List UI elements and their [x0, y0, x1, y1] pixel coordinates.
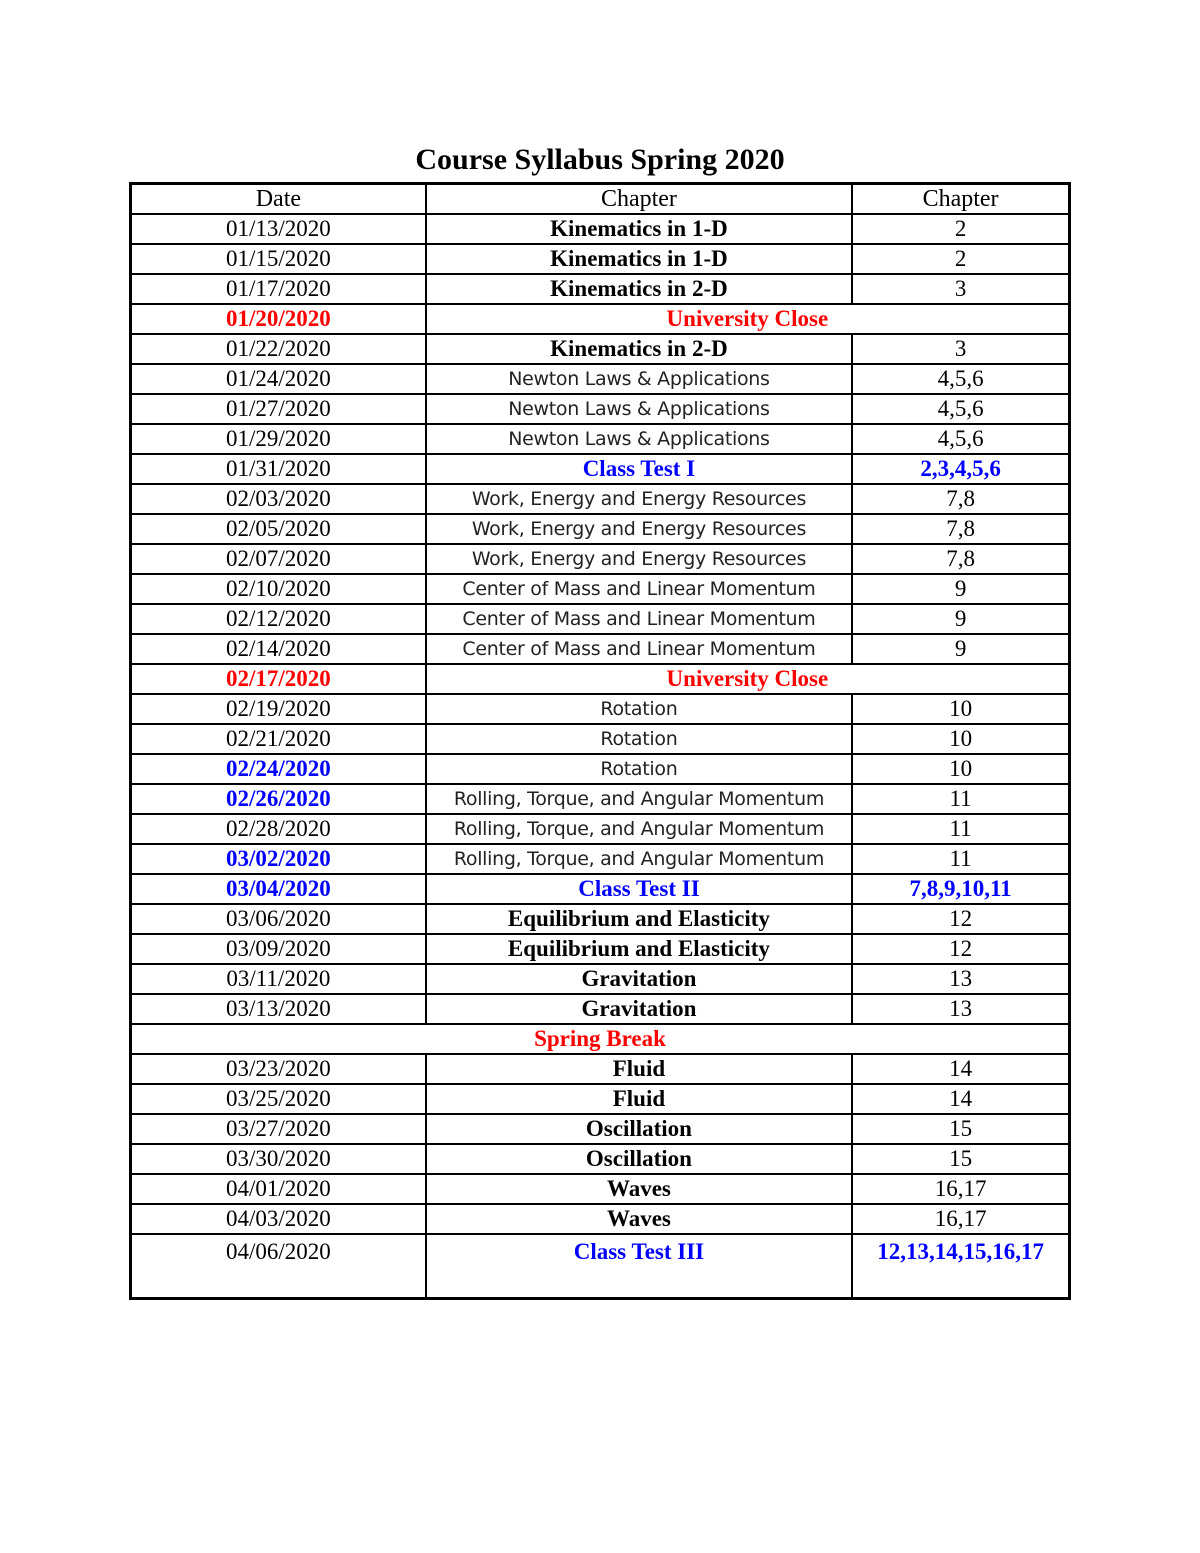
date-cell: 03/13/2020: [131, 994, 426, 1024]
chapter-number-cell: 14: [852, 1054, 1069, 1084]
date-cell: 03/02/2020: [131, 844, 426, 874]
date-cell: 01/27/2020: [131, 394, 426, 424]
date-cell: 02/28/2020: [131, 814, 426, 844]
table-row: [131, 244, 1070, 274]
test-label: Class Test I: [426, 454, 852, 484]
topic-cell: Waves: [426, 1174, 852, 1204]
date-cell: 02/24/2020: [131, 754, 426, 784]
table-row: [131, 1114, 1070, 1144]
chapter-number-cell: 9: [852, 634, 1069, 664]
chapter-number-cell: 11: [852, 844, 1069, 874]
topic-cell: Waves: [426, 1204, 852, 1234]
topic-cell: Equilibrium and Elasticity: [426, 904, 852, 934]
break-row: [131, 1024, 1070, 1054]
chapter-number-cell: 12: [852, 934, 1069, 964]
topic-cell: Oscillation: [426, 1144, 852, 1174]
table-row: [131, 964, 1070, 994]
date-cell: 02/26/2020: [131, 784, 426, 814]
chapter-number-cell: 9: [852, 574, 1069, 604]
spring-break-label: Spring Break: [131, 1024, 1070, 1054]
test-label: Class Test III: [426, 1234, 852, 1299]
test-row: [131, 874, 1070, 904]
chapter-number-cell: 13: [852, 964, 1069, 994]
date-cell: 02/10/2020: [131, 574, 426, 604]
chapter-number-cell: 7,8: [852, 514, 1069, 544]
chapter-number-cell: 11: [852, 784, 1069, 814]
chapter-number-cell: 14: [852, 1084, 1069, 1114]
topic-cell: Fluid: [426, 1084, 852, 1114]
topic-cell: Kinematics in 1-D: [426, 214, 852, 244]
date-cell: 01/15/2020: [131, 244, 426, 274]
chapter-number-cell: 10: [852, 754, 1069, 784]
chapter-number-cell: 3: [852, 274, 1069, 304]
chapter-number-cell: 15: [852, 1114, 1069, 1144]
date-cell: 02/03/2020: [131, 484, 426, 514]
topic-cell: Kinematics in 2-D: [426, 274, 852, 304]
table-row: [131, 934, 1070, 964]
date-cell: 04/01/2020: [131, 1174, 426, 1204]
date-cell: 03/09/2020: [131, 934, 426, 964]
chapter-number-cell: 13: [852, 994, 1069, 1024]
chapter-number-cell: 3: [852, 334, 1069, 364]
date-cell: 03/11/2020: [131, 964, 426, 994]
topic-cell: Fluid: [426, 1054, 852, 1084]
topic-cell: Gravitation: [426, 994, 852, 1024]
topic-cell: Gravitation: [426, 964, 852, 994]
holiday-label: University Close: [426, 304, 1070, 334]
syllabus-table: [129, 182, 1071, 1300]
topic-cell: Work, Energy and Energy Resources: [426, 544, 852, 574]
table-row: [131, 994, 1070, 1024]
date-cell: 03/27/2020: [131, 1114, 426, 1144]
test-row: [131, 1234, 1070, 1299]
table-row: [131, 334, 1070, 364]
chapter-number-cell: 7,8,9,10,11: [852, 874, 1069, 904]
table-row: [131, 394, 1070, 424]
date-cell: 03/23/2020: [131, 1054, 426, 1084]
table-row: [131, 544, 1070, 574]
topic-cell: Newton Laws & Applications: [426, 394, 852, 424]
date-cell: 01/31/2020: [131, 454, 426, 484]
date-cell: 01/22/2020: [131, 334, 426, 364]
table-row: [131, 424, 1070, 454]
table-row: [131, 1174, 1070, 1204]
chapter-number-cell: 2: [852, 214, 1069, 244]
date-cell: 01/17/2020: [131, 274, 426, 304]
topic-cell: Center of Mass and Linear Momentum: [426, 634, 852, 664]
date-cell: 03/25/2020: [131, 1084, 426, 1114]
topic-cell: Rotation: [426, 754, 852, 784]
date-cell: 03/06/2020: [131, 904, 426, 934]
table-row: [131, 484, 1070, 514]
header-row: [131, 184, 1070, 215]
chapter-number-cell: 11: [852, 814, 1069, 844]
date-cell: 01/20/2020: [131, 304, 426, 334]
chapter-number-cell: 9: [852, 604, 1069, 634]
topic-cell: Rotation: [426, 724, 852, 754]
table-row: [131, 814, 1070, 844]
date-cell: 04/03/2020: [131, 1204, 426, 1234]
date-cell: 02/21/2020: [131, 724, 426, 754]
header-date: Date: [131, 184, 426, 215]
topic-cell: Newton Laws & Applications: [426, 424, 852, 454]
date-cell: 03/30/2020: [131, 1144, 426, 1174]
topic-cell: Rolling, Torque, and Angular Momentum: [426, 814, 852, 844]
test-label: Class Test II: [426, 874, 852, 904]
table-row: [131, 784, 1070, 814]
table-row: [131, 604, 1070, 634]
table-row: [131, 274, 1070, 304]
topic-cell: Rolling, Torque, and Angular Momentum: [426, 844, 852, 874]
table-row: [131, 514, 1070, 544]
table-row: [131, 904, 1070, 934]
chapter-number-cell: 16,17: [852, 1204, 1069, 1234]
date-cell: 01/24/2020: [131, 364, 426, 394]
chapter-number-cell: 4,5,6: [852, 424, 1069, 454]
table-row: [131, 694, 1070, 724]
topic-cell: Work, Energy and Energy Resources: [426, 514, 852, 544]
date-cell: 02/14/2020: [131, 634, 426, 664]
chapter-number-cell: 7,8: [852, 544, 1069, 574]
date-cell: 04/06/2020: [131, 1234, 426, 1299]
table-row: [131, 1144, 1070, 1174]
page-title: Course Syllabus Spring 2020: [415, 143, 785, 176]
chapter-number-cell: 16,17: [852, 1174, 1069, 1204]
chapter-number-cell: 12,13,14,15,16,17: [852, 1234, 1069, 1299]
table-row: [131, 844, 1070, 874]
holiday-row: [131, 304, 1070, 334]
topic-cell: Kinematics in 2-D: [426, 334, 852, 364]
table-row: [131, 1204, 1070, 1234]
topic-cell: Oscillation: [426, 1114, 852, 1144]
date-cell: 01/29/2020: [131, 424, 426, 454]
date-cell: 01/13/2020: [131, 214, 426, 244]
chapter-number-cell: 10: [852, 694, 1069, 724]
topic-cell: Newton Laws & Applications: [426, 364, 852, 394]
table-row: [131, 1054, 1070, 1084]
table-row: [131, 724, 1070, 754]
date-cell: 02/19/2020: [131, 694, 426, 724]
table-row: [131, 634, 1070, 664]
topic-cell: Work, Energy and Energy Resources: [426, 484, 852, 514]
chapter-number-cell: 10: [852, 724, 1069, 754]
table-row: [131, 754, 1070, 784]
chapter-number-cell: 4,5,6: [852, 394, 1069, 424]
table-row: [131, 364, 1070, 394]
chapter-number-cell: 4,5,6: [852, 364, 1069, 394]
topic-cell: Kinematics in 1-D: [426, 244, 852, 274]
topic-cell: Rolling, Torque, and Angular Momentum: [426, 784, 852, 814]
topic-cell: Rotation: [426, 694, 852, 724]
holiday-row: [131, 664, 1070, 694]
holiday-label: University Close: [426, 664, 1070, 694]
topic-cell: Center of Mass and Linear Momentum: [426, 604, 852, 634]
topic-cell: Center of Mass and Linear Momentum: [426, 574, 852, 604]
chapter-number-cell: 7,8: [852, 484, 1069, 514]
table-row: [131, 1084, 1070, 1114]
table-row: [131, 214, 1070, 244]
chapter-number-cell: 2: [852, 244, 1069, 274]
test-row: [131, 454, 1070, 484]
date-cell: 02/07/2020: [131, 544, 426, 574]
header-chapter-number: Chapter: [852, 184, 1069, 215]
topic-cell: Equilibrium and Elasticity: [426, 934, 852, 964]
date-cell: 03/04/2020: [131, 874, 426, 904]
date-cell: 02/05/2020: [131, 514, 426, 544]
header-chapter: Chapter: [426, 184, 852, 215]
chapter-number-cell: 2,3,4,5,6: [852, 454, 1069, 484]
date-cell: 02/17/2020: [131, 664, 426, 694]
date-cell: 02/12/2020: [131, 604, 426, 634]
chapter-number-cell: 12: [852, 904, 1069, 934]
chapter-number-cell: 15: [852, 1144, 1069, 1174]
table-row: [131, 574, 1070, 604]
